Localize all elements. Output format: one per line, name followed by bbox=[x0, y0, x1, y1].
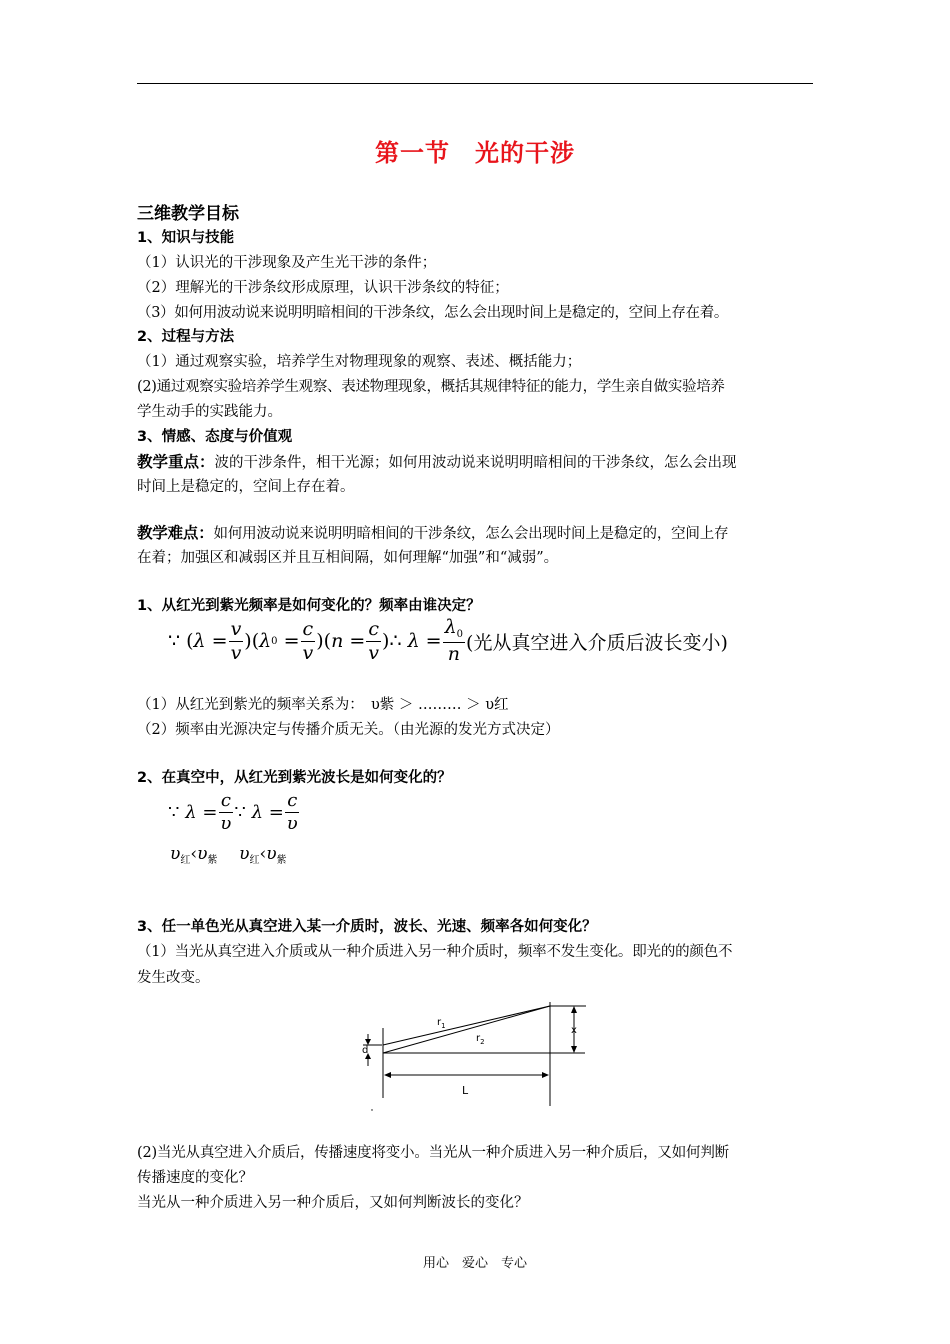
key-point-text-2: 时间上是稳定的，空间上存在着。 bbox=[137, 479, 355, 495]
difficulty-text-1: 如何用波动说来说明明暗相间的干涉条纹，怎么会出现时间上是稳定的，空间上存 bbox=[213, 526, 729, 542]
goal1-item-2: （2）理解光的干涉条纹形成原理，认识干涉条纹的特征； bbox=[137, 280, 509, 296]
goal1-item-1: （1）认识光的干涉现象及产生光干涉的条件； bbox=[137, 255, 437, 271]
difficulty-label: 教学难点： bbox=[137, 524, 214, 542]
q3-p2-line-2: 传播速度的变化？ bbox=[137, 1170, 253, 1186]
goal2-item-3: 学生动手的实践能力。 bbox=[137, 404, 282, 420]
section-heading: 三维教学目标 bbox=[137, 204, 239, 224]
q1-heading: 1、从红光到紫光频率是如何变化的？频率由谁决定？ bbox=[137, 598, 481, 614]
difficulty-line-1 bbox=[137, 521, 728, 543]
q1-item-1: （1）从红光到紫光的频率关系为： υ紫 ＞ ……… ＞ υ红 bbox=[137, 697, 509, 713]
page-title: 第一节 光的干涉 bbox=[375, 139, 575, 167]
fraction-v-over-v: $\frac{v}{v}$ bbox=[230, 617, 242, 664]
goal2-item-2: (2)通过观察实验培养学生观察、表述物理现象，概括其规律特征的能力，学生亲自做实验培养 bbox=[137, 379, 725, 395]
difficulty-text-2: 在着；加强区和减弱区并且互相间隔，如何理解“加强”和“减弱”。 bbox=[137, 550, 559, 566]
label-r1: $r_1$ bbox=[437, 1017, 446, 1030]
goal3-heading: 3、情感、态度与价值观 bbox=[137, 429, 293, 445]
therefore-symbol: ∴ bbox=[389, 630, 402, 652]
ray-r2 bbox=[383, 1006, 550, 1053]
q3-p1-line-2: 发生改变。 bbox=[137, 970, 210, 986]
q2-formula: ∵ λ = $\frac{c}{\upsilon}$ ∵ λ = $\frac{c}{\upsilon}$ bbox=[168, 790, 298, 834]
header-rule bbox=[137, 83, 813, 84]
key-point-text-1: 波的干涉条件，相干光源；如何用波动说来说明明暗相间的干涉条纹，怎么会出现 bbox=[214, 455, 737, 471]
fraction-c-over-upsilon-2: $\frac{c}{\upsilon}$ bbox=[286, 790, 298, 834]
key-point-line-1 bbox=[137, 450, 737, 472]
formula-note: (光从真空进入介质后波长变小) bbox=[466, 631, 728, 654]
fraction-lambda0-over-n: $\frac{\lambda_0}{n}$ bbox=[444, 616, 464, 665]
goal2-heading: 2、过程与方法 bbox=[137, 329, 235, 345]
q3-p2-line-1: (2)当光从真空进入介质后，传播速度将变小。当光从一种介质进入另一种介质后，又如何判断 bbox=[137, 1145, 729, 1161]
label-x: x bbox=[571, 1025, 577, 1036]
q3-p3: 当光从一种介质进入另一种介质后，又如何判断波长的变化？ bbox=[137, 1195, 529, 1211]
q2-heading: 2、在真空中，从红光到紫光波长是如何变化的？ bbox=[137, 770, 452, 786]
double-slit-diagram bbox=[350, 1000, 600, 1115]
label-L: L bbox=[462, 1084, 469, 1097]
key-point-label: 教学重点： bbox=[137, 453, 215, 471]
goal1-item-3: （3）如何用波动说来说明明暗相间的干涉条纹，怎么会出现时间上是稳定的，空间上存在着。 bbox=[137, 305, 729, 321]
q1-formula: ∵ ( λ = $\frac{v}{v}$ )( λ 0 = $\frac{c}{v}$ )( n = $\frac{c}{v}$ ) ∴ λ = $\frac{\lambda_0}{n}$ (光从真空进入介质后波长变小) bbox=[168, 616, 728, 665]
goal1-heading: 1、知识与技能 bbox=[137, 230, 235, 246]
q2-velocity-relation: $\upsilon_红‹\upsilon_紫$ $\upsilon_红‹\upsilon_紫$ bbox=[170, 844, 287, 866]
page-footer: 用心 爱心 专心 bbox=[422, 1256, 527, 1271]
fraction-c-over-v-2: $\frac{c}{v}$ bbox=[368, 617, 380, 664]
fraction-c-over-upsilon: $\frac{c}{\upsilon}$ bbox=[220, 790, 232, 834]
q3-p1-line-1: （1）当光从真空进入介质或从一种介质进入另一种介质时，频率不发生变化。即光的的颜色不 bbox=[137, 944, 733, 960]
fraction-c-over-v: $\frac{c}{v}$ bbox=[302, 617, 314, 664]
goal2-item-1: （1）通过观察实验，培养学生对物理现象的观察、表述、概括能力； bbox=[137, 354, 582, 370]
q3-heading: 3、任一单色光从真空进入某一介质时，波长、光速、频率各如何变化？ bbox=[137, 919, 597, 935]
label-d: d bbox=[362, 1045, 369, 1056]
ray-r1 bbox=[383, 1006, 550, 1045]
because-symbol: ∵ bbox=[168, 630, 181, 652]
q1-item-2: （2）频率由光源决定与传播介质无关。（由光源的发光方式决定） bbox=[137, 722, 560, 738]
label-r2: $r_2$ bbox=[476, 1033, 485, 1046]
